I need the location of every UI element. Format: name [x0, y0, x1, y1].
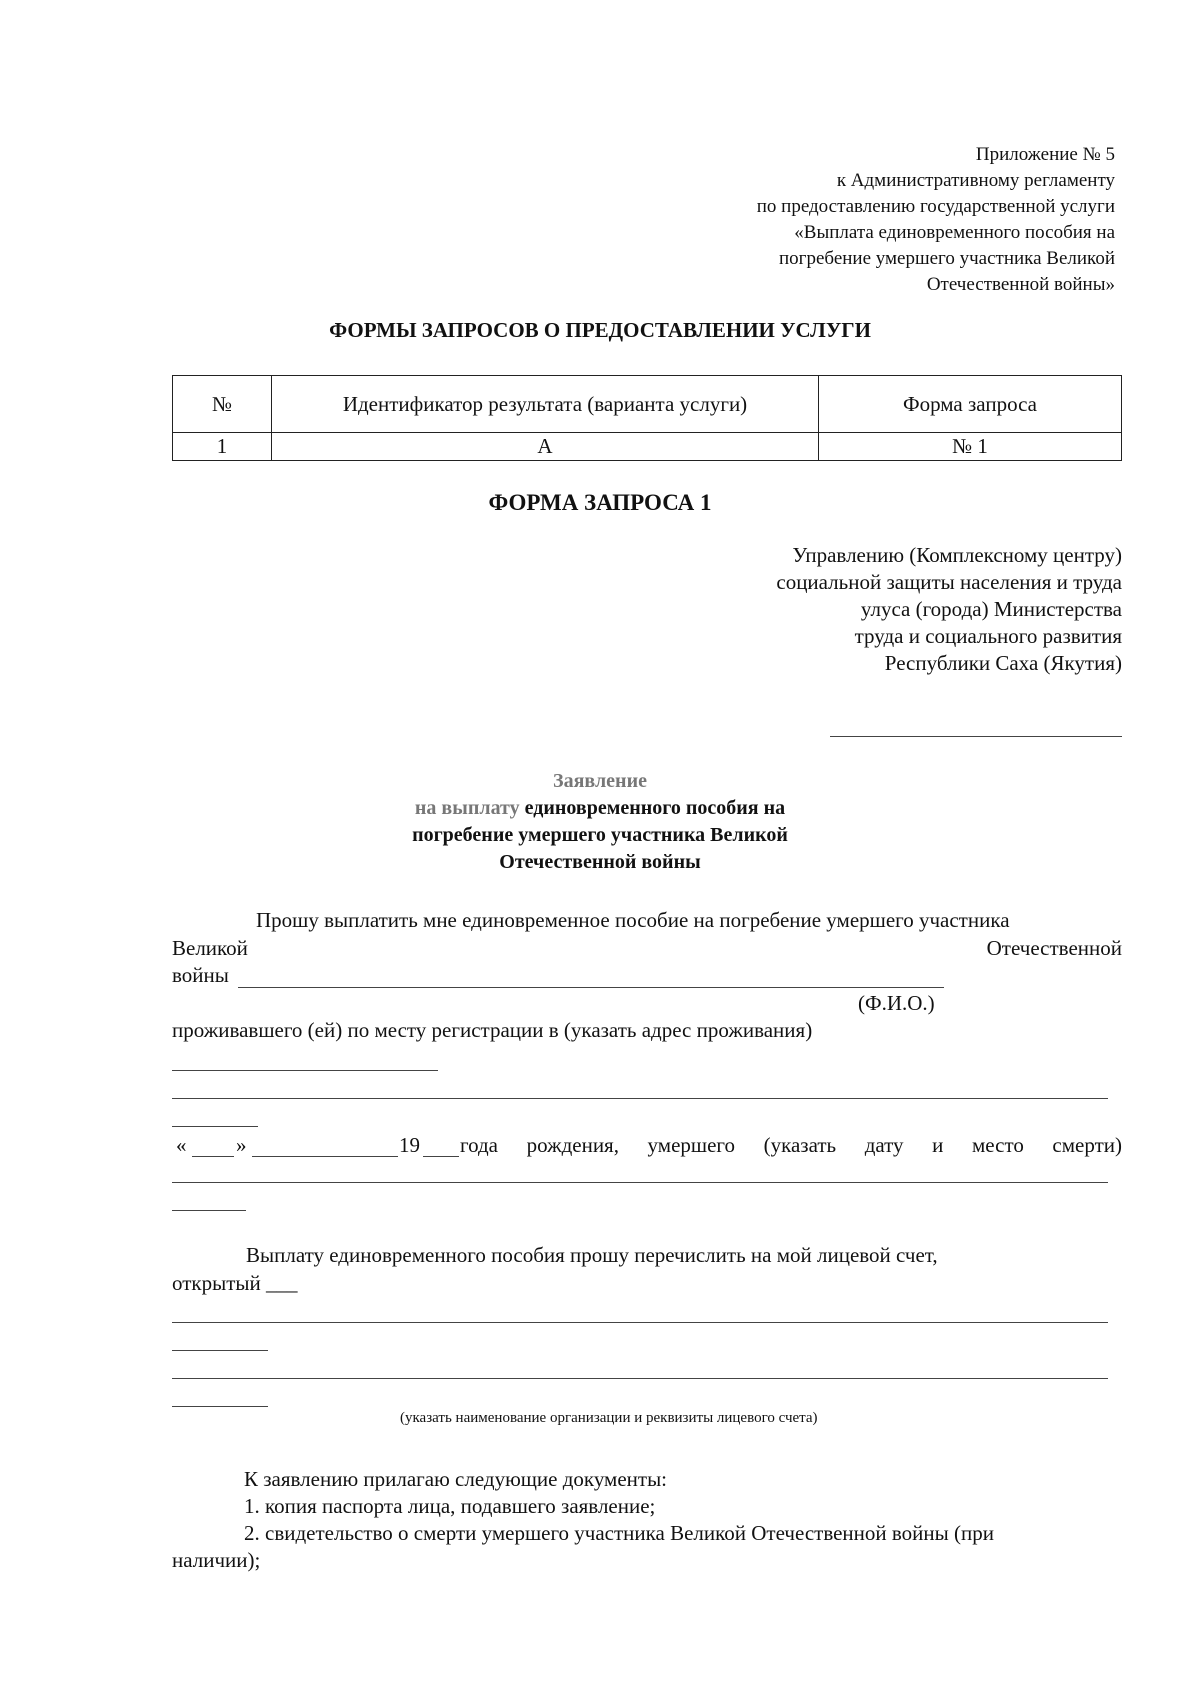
appendix-line: погребение умершего участника Великой [779, 248, 1115, 269]
appendix-line: «Выплата единовременного пособия на [794, 222, 1115, 243]
death-info-field[interactable] [172, 1182, 1108, 1183]
date-open-quote: « [176, 1133, 187, 1157]
request-line-3: войны [172, 963, 229, 987]
addressee-line: социальной защиты населения и труда [776, 570, 1122, 594]
addressee-line: труда и социального развития [854, 624, 1122, 648]
request-line-1: Прошу выплатить мне единовременное пособие на погребение умершего участника [256, 908, 1010, 932]
application-title-line: Заявление [553, 770, 647, 792]
account-field[interactable] [172, 1406, 268, 1407]
residence-text: проживавшего (ей) по месту регистрации в (указать адрес проживания) [172, 1018, 813, 1042]
appendix-header [615, 142, 1115, 298]
account-field[interactable] [172, 1322, 1108, 1323]
addressee-line: Управлению (Комплексному центру) [792, 543, 1122, 567]
addressee-line: Республики Саха (Якутия) [884, 651, 1122, 675]
appendix-line: по предоставлению государственной услуги [756, 196, 1115, 217]
table-header-form: Форма запроса [819, 376, 1122, 433]
form-title: ФОРМА ЗАПРОСА 1 [488, 490, 712, 515]
account-field[interactable] [172, 1350, 268, 1351]
table-header-identifier: Идентификатор результата (варианта услуги) [272, 376, 819, 433]
fio-field[interactable] [238, 987, 944, 988]
application-title [0, 768, 1200, 876]
application-title-line: на выплату единовременного пособия на [414, 797, 786, 819]
table-cell-identifier: А [272, 433, 819, 461]
table-row [173, 433, 1122, 461]
address-field[interactable] [172, 1126, 258, 1127]
application-title-line: погребение умершего участника Великой [412, 824, 788, 846]
payment-line-2: открытый ___ [172, 1271, 298, 1295]
date-close-quote: » [236, 1133, 247, 1157]
attachment-item: 1. копия паспорта лица, подавшего заявление; [244, 1494, 656, 1518]
death-info-field[interactable] [172, 1210, 246, 1211]
appendix-line: Отечественной войны» [926, 274, 1115, 295]
payment-line-1: Выплату единовременного пособия прошу перечислить на мой лицевой счет, [246, 1243, 938, 1267]
birth-month-field[interactable] [252, 1156, 398, 1157]
addressee-line: улуса (города) Министерства [860, 597, 1122, 621]
fio-caption: (Ф.И.О.) [858, 991, 935, 1015]
address-field[interactable] [172, 1070, 438, 1071]
birth-death-text: года рождения, умершего (указать дату и место смерти) [460, 1133, 1122, 1157]
birth-year-field[interactable] [423, 1156, 459, 1157]
addressee-block [562, 542, 1122, 677]
application-title-line: Отечественной войны [499, 851, 701, 873]
account-caption: (указать наименование организации и реквизиты лицевого счета) [400, 1410, 818, 1426]
attachment-item-continued: наличии); [172, 1548, 261, 1572]
year-prefix: 19 [399, 1133, 420, 1157]
table-header-number: № [173, 376, 272, 433]
table-cell-form: № 1 [819, 433, 1122, 461]
forms-table [172, 375, 1122, 461]
address-field[interactable] [172, 1098, 1108, 1099]
request-line-2-left: Великой [172, 936, 248, 960]
account-field[interactable] [172, 1378, 1108, 1379]
applicant-name-line[interactable] [830, 736, 1122, 737]
birth-day-field[interactable] [192, 1156, 234, 1157]
table-cell-number: 1 [173, 433, 272, 461]
appendix-line: Приложение № 5 [975, 144, 1115, 165]
appendix-line: к Административному регламенту [836, 170, 1115, 191]
attachments-intro: К заявлению прилагаю следующие документы: [244, 1467, 668, 1491]
forms-title: ФОРМЫ ЗАПРОСОВ О ПРЕДОСТАВЛЕНИИ УСЛУГИ [329, 318, 871, 342]
request-line-2-right: Отечественной [986, 936, 1122, 960]
attachment-item: 2. свидетельство о смерти умершего участника Великой Отечественной войны (при [244, 1521, 994, 1545]
